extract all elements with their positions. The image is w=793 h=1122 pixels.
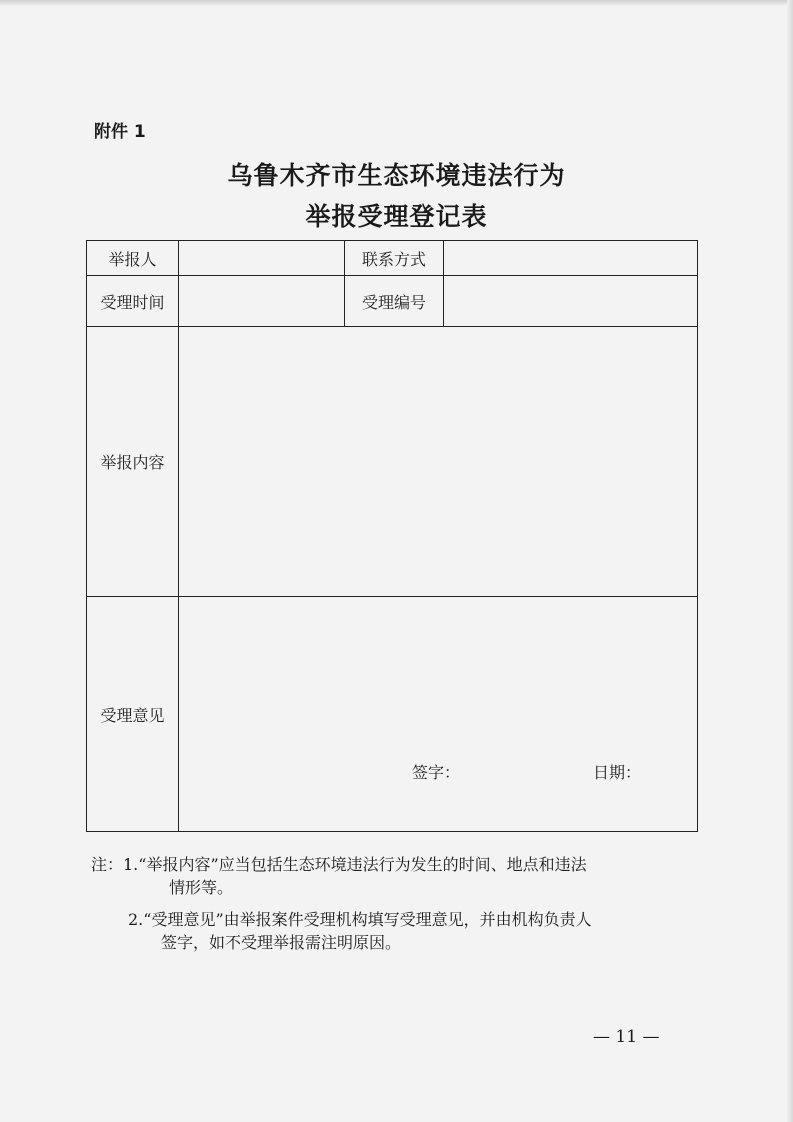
signature-label: 签字： (412, 763, 461, 782)
document-title-line-1: 乌鲁木齐市生态环境违法行为 (227, 161, 566, 190)
attachment-label: 附件 1 (94, 122, 146, 142)
report-registration-form (86, 240, 698, 832)
form-row-report-content (87, 327, 698, 597)
note-2-line-1: 2.“受理意见”由举报案件受理机构填写受理意见，并由机构负责人 (128, 910, 592, 929)
scan-top-edge (0, 0, 793, 6)
reporter-field[interactable] (179, 241, 345, 276)
report-content-field[interactable] (179, 327, 698, 597)
opinion-label: 受理意见 (87, 597, 179, 832)
form-row-reporter (87, 241, 698, 276)
note-1-line-2: 情形等。 (169, 878, 234, 897)
page-number: — 11 — (593, 1027, 660, 1047)
date-label: 日期： (593, 763, 642, 782)
contact-label: 联系方式 (345, 241, 444, 276)
accept-time-field[interactable] (179, 276, 345, 327)
accept-no-field[interactable] (444, 276, 698, 327)
report-content-label: 举报内容 (87, 327, 179, 597)
accept-no-label: 受理编号 (345, 276, 444, 327)
form-row-opinion (87, 597, 698, 832)
form-notes (91, 853, 711, 954)
reporter-label: 举报人 (87, 241, 179, 276)
accept-time-label: 受理时间 (87, 276, 179, 327)
opinion-field[interactable] (179, 597, 698, 832)
note-2-line-2: 签字，如不受理举报需注明原因。 (161, 933, 402, 952)
note-1-line-1: 注：1.“举报内容”应当包括生态环境违法行为发生的时间、地点和违法 (91, 855, 587, 874)
contact-field[interactable] (444, 241, 698, 276)
form-row-acceptance (87, 276, 698, 327)
document-title-line-2: 举报受理登记表 (305, 202, 488, 231)
